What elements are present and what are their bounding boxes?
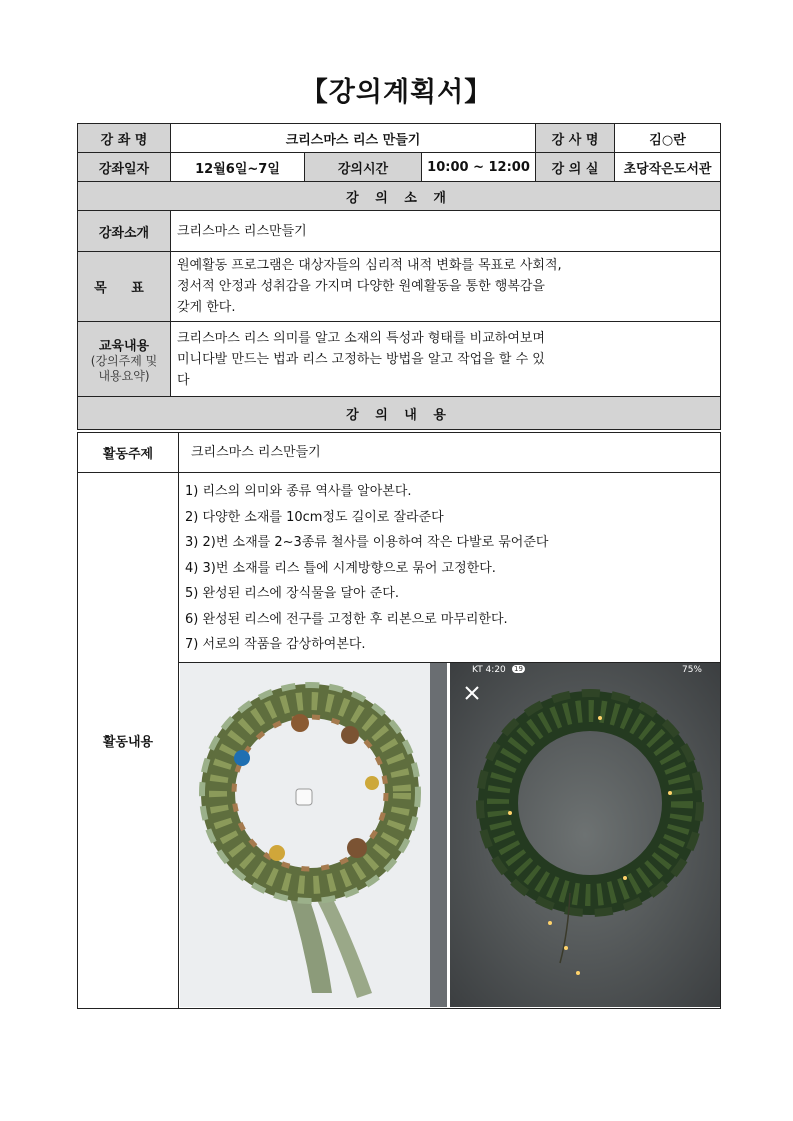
intro-section-title: 강 의 소 개 xyxy=(78,182,721,211)
step-item: 7) 서로의 작품을 감상하여본다. xyxy=(185,637,366,652)
topic-label: 활동주제 xyxy=(78,433,179,473)
step-item: 3) 2)번 소재를 2~3종류 철사를 이용하여 작은 다발로 묶어준다 xyxy=(185,535,549,550)
room-label: 강 의 실 xyxy=(536,153,615,182)
room: 초당작은도서관 xyxy=(615,153,721,182)
instructor: 김○란 xyxy=(615,124,721,153)
edu-line: 크리스마스 리스 의미를 알고 소재의 특성과 형태를 비교하여보며 xyxy=(177,330,545,346)
time-label: 강의시간 xyxy=(305,153,422,182)
activity-label: 활동내용 xyxy=(78,473,179,1009)
step-item: 6) 완성된 리스에 전구를 고정한 후 리본으로 마무리한다. xyxy=(185,611,508,627)
page-title: 【강의계획서】 xyxy=(300,77,493,108)
goal-line: 갖게 한다. xyxy=(177,300,236,315)
phone-battery-status: 75% xyxy=(681,664,702,675)
goal-text xyxy=(171,252,721,322)
step-item: 1) 리스의 의미와 종류 역사를 알아본다. xyxy=(185,484,412,499)
wreath-photo-1 xyxy=(180,663,447,1007)
summary-label: 강좌소개 xyxy=(78,211,171,252)
goal-line: 정서적 안정과 성취감을 가지며 다양한 원예활동을 통한 행복감을 xyxy=(177,279,545,294)
course-name: 크리스마스 리스 만들기 xyxy=(171,124,536,153)
photos-cell xyxy=(179,662,721,1008)
phone-status-time: KT 4:20 xyxy=(472,664,506,675)
time: 10:00 ~ 12:00 xyxy=(422,153,536,182)
step-item: 4) 3)번 소재를 리스 틀에 시계방향으로 묶어 고정한다. xyxy=(185,560,496,576)
wreath-photo-2 xyxy=(450,663,720,1007)
wreath-image-icon xyxy=(450,663,720,1007)
edu-sublabel: (강의주제 및 xyxy=(90,353,158,368)
edu-text xyxy=(171,322,721,397)
step-item: 2) 다양한 소재를 10cm정도 길이로 잘라준다 xyxy=(185,509,444,525)
course-name-label: 강 좌 명 xyxy=(78,124,171,153)
topic: 크리스마스 리스만들기 xyxy=(179,433,721,473)
date-label: 강좌일자 xyxy=(78,153,171,182)
goal-label: 목 표 xyxy=(78,252,171,322)
steps-list xyxy=(179,473,721,663)
close-icon[interactable] xyxy=(462,681,482,701)
step-item: 5) 완성된 리스에 장식물을 달아 준다. xyxy=(185,586,399,601)
summary: 크리스마스 리스만들기 xyxy=(171,211,721,252)
wreath-image-icon xyxy=(180,663,447,1007)
edu-sublabel: 내용요약) xyxy=(98,368,150,383)
edu-label-cell xyxy=(78,322,171,397)
content-section-title: 강 의 내 용 xyxy=(78,397,721,430)
date: 12월6일~7일 xyxy=(171,153,305,182)
phone-notification-badge: 19 xyxy=(514,664,523,673)
edu-line: 다 xyxy=(177,372,190,388)
edu-line: 미니다발 만드는 법과 리스 고정하는 방법을 알고 작업을 할 수 있 xyxy=(177,351,545,367)
goal-line: 원예활동 프로그램은 대상자들의 심리적 내적 변화를 목표로 사회적, xyxy=(177,258,562,273)
edu-label: 교육내용 xyxy=(98,338,150,354)
plan-table-top xyxy=(77,123,721,430)
instructor-label: 강 사 명 xyxy=(536,124,615,153)
plan-table-bottom xyxy=(77,432,721,1009)
